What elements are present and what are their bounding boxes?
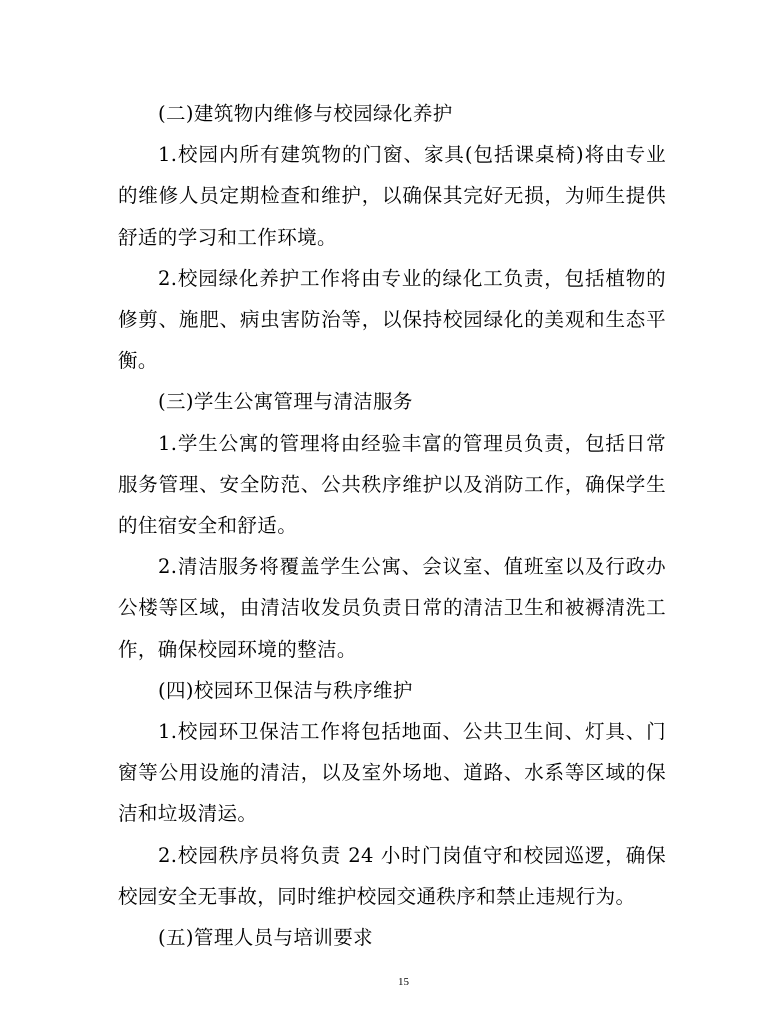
page-body [118,93,666,958]
paragraph-4-2: 2.校园秩序员将负责 24 小时门岗值守和校园巡逻，确保校园安全无事故，同时维护校园交通秩序和禁止违规行为。 [118,843,666,908]
paragraph-2-2: 2.校园绿化养护工作将由专业的绿化工负责，包括植物的修剪、施肥、病虫害防治等，以保持校园绿化的美观和生态平衡。 [118,266,666,373]
section-heading-3: (三)学生公寓管理与清洁服务 [158,390,413,414]
paragraph-4-1: 1.校园环卫保洁工作将包括地面、公共卫生间、灯具、门窗等公用设施的清洁，以及室外场地、道路、水系等区域的保洁和垃圾清运。 [118,720,666,826]
section-heading-4: (四)校园环卫保洁与秩序维护 [158,678,413,702]
paragraph-3-1: 1.学生公寓的管理将由经验丰富的管理员负责，包括日常服务管理、安全防范、公共秩序维护以及消防工作，确保学生的住宿安全和舒适。 [118,431,666,538]
paragraph-3-2: 2.清洁服务将覆盖学生公寓、会议室、值班室以及行政办公楼等区域，由清洁收发员负责日常的清洁卫生和被褥清洗工作，确保校园环境的整洁。 [118,555,666,661]
paragraph-2-1: 1.校园内所有建筑物的门窗、家具(包括课桌椅)将由专业的维修人员定期检查和维护，以确保其完好无损，为师生提供舒适的学习和工作环境。 [118,143,666,249]
page-number: 15 [398,976,409,988]
section-heading-2: (二)建筑物内维修与校园绿化养护 [158,102,453,125]
section-heading-5: (五)管理人员与培训要求 [158,926,374,950]
